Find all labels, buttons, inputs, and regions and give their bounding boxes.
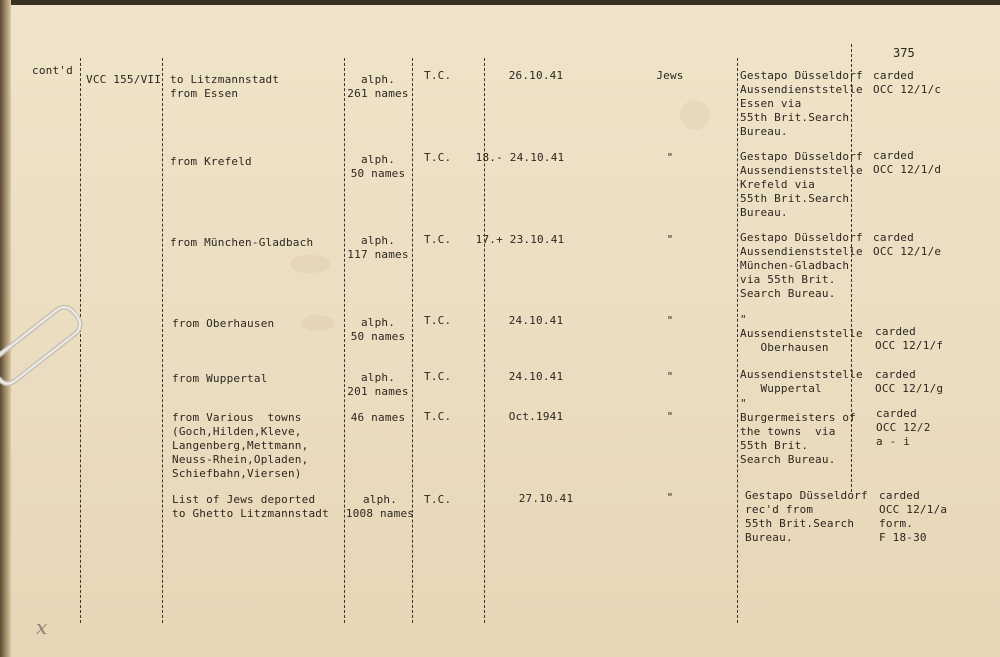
- row-type: T.C.: [424, 370, 452, 383]
- column-rule: [484, 58, 485, 623]
- smudge: [680, 100, 710, 130]
- row-type: T.C.: [424, 314, 452, 327]
- row-date: 24.10.41: [508, 370, 564, 383]
- row-type: T.C.: [424, 233, 452, 246]
- column-rule: [344, 58, 345, 623]
- page-top-edge: [0, 0, 1000, 5]
- row-status: carded OCC 12/1/c: [873, 69, 942, 96]
- row-source: " Aussendienststelle Oberhausen: [740, 313, 863, 354]
- row-description: from Krefeld: [170, 155, 252, 168]
- row-description: from Wuppertal: [172, 372, 268, 385]
- row-date: 24.10.41: [508, 314, 564, 327]
- reference-code: VCC 155/VII: [86, 73, 162, 86]
- row-category: ": [666, 410, 674, 423]
- row-list: alph. 261 names: [347, 73, 409, 100]
- row-status: carded OCC 12/1/g: [875, 368, 944, 395]
- row-category: ": [666, 314, 674, 327]
- column-rule: [80, 58, 81, 623]
- row-category: ": [666, 491, 674, 504]
- row-date: 27.10.41: [518, 492, 574, 505]
- row-category: ": [666, 233, 674, 246]
- row-list: alph. 117 names: [347, 234, 409, 261]
- row-status: carded OCC 12/1/d: [873, 149, 942, 176]
- row-description: from Oberhausen: [172, 317, 275, 330]
- row-type: T.C.: [424, 151, 452, 164]
- row-category: Jews: [656, 69, 684, 82]
- row-status: carded OCC 12/1/f: [875, 325, 944, 352]
- column-rule: [412, 58, 413, 623]
- row-status: carded OCC 12/1/a form. F 18-30: [879, 489, 948, 544]
- row-status: carded OCC 12/2 a - i: [876, 407, 931, 448]
- row-date: 17.+ 23.10.41: [475, 233, 565, 246]
- row-list: alph. 50 names: [350, 153, 406, 180]
- row-source: Gestapo Düsseldorf Aussendienststelle Essen via 55th Brit.Search Bureau.: [740, 69, 863, 138]
- page-number: 375: [893, 46, 915, 60]
- row-list: alph. 1008 names: [345, 493, 415, 520]
- row-description: from Various towns (Goch,Hilden,Kleve, Langenberg,Mettmann, Neuss-Rhein,Opladen, Schiefbahn,Viersen): [172, 411, 309, 480]
- row-description: to Litzmannstadt from Essen: [170, 73, 280, 100]
- binding-edge: [0, 0, 11, 657]
- column-rule: [737, 58, 738, 623]
- row-type: T.C.: [424, 69, 452, 82]
- paper-clip-icon: [0, 297, 90, 402]
- row-source: Aussendienststelle Wuppertal: [740, 368, 863, 395]
- row-source: Gestapo Düsseldorf Aussendienststelle Krefeld via 55th Brit.Search Bureau.: [740, 150, 863, 219]
- row-source: Gestapo Düsseldorf Aussendienststelle München-Gladbach via 55th Brit. Search Bureau.: [740, 231, 863, 300]
- row-source: Gestapo Düsseldorf rec'd from 55th Brit.Search Bureau.: [745, 489, 868, 544]
- row-category: ": [666, 370, 674, 383]
- row-list: 46 names: [350, 411, 406, 424]
- row-status: carded OCC 12/1/e: [873, 231, 942, 258]
- smudge: [300, 315, 335, 331]
- pencil-margin-mark: x: [36, 615, 48, 639]
- row-date: Oct.1941: [508, 410, 564, 423]
- row-list: alph. 50 names: [350, 316, 406, 343]
- row-description: from München-Gladbach: [170, 236, 314, 249]
- row-type: T.C.: [424, 493, 452, 506]
- row-category: ": [666, 151, 674, 164]
- smudge: [290, 255, 330, 273]
- row-date: 26.10.41: [508, 69, 564, 82]
- row-list: alph. 201 names: [347, 371, 409, 398]
- row-description: List of Jews deported to Ghetto Litzmannstadt: [172, 493, 329, 520]
- row-source: " Burgermeisters of the towns via 55th Brit. Search Bureau.: [740, 397, 856, 466]
- contd-label: cont'd: [32, 64, 73, 77]
- row-type: T.C.: [424, 410, 452, 423]
- column-rule: [162, 58, 163, 623]
- row-date: 18.- 24.10.41: [475, 151, 565, 164]
